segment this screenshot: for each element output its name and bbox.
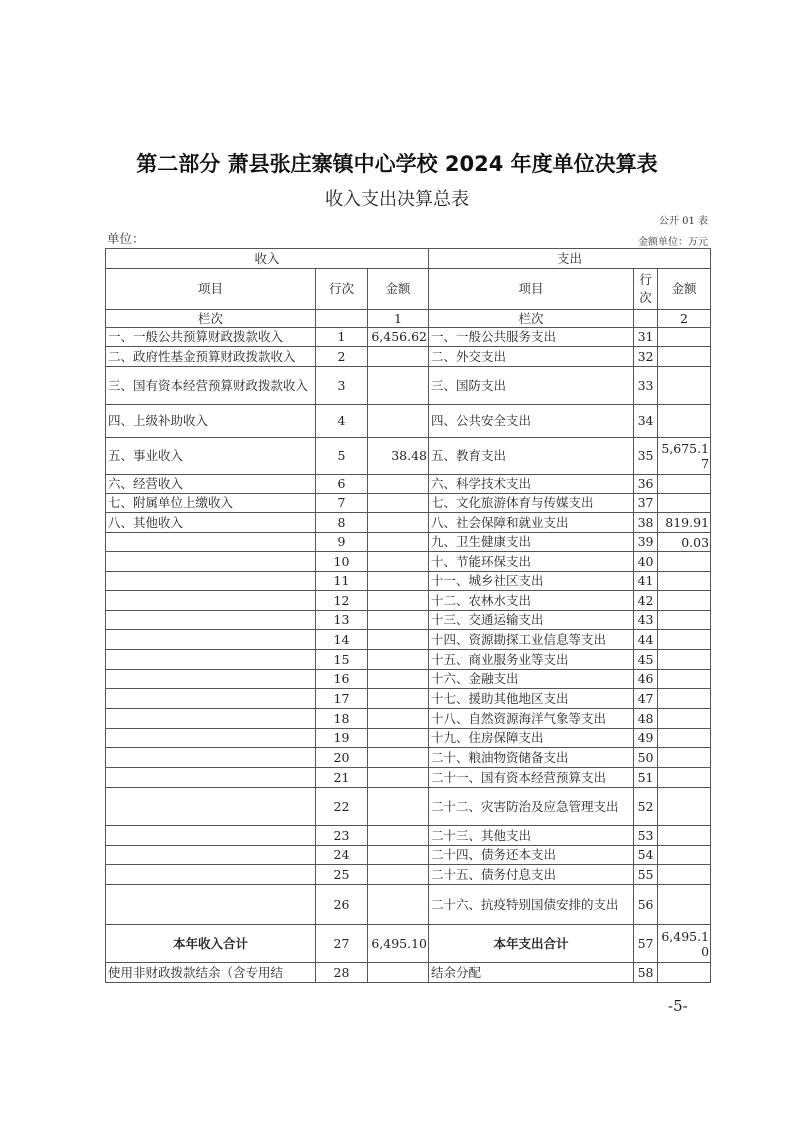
- table-row: [106, 347, 711, 367]
- expense-row-number: 45: [634, 650, 658, 670]
- income-item: 一、一般公共预算财政拨款收入: [106, 328, 316, 347]
- table-row: [106, 630, 711, 650]
- income-amount: [368, 405, 429, 438]
- expense-row-number: 33: [634, 367, 658, 405]
- income-amount: [368, 347, 429, 367]
- expense-amount: [658, 611, 711, 630]
- expense-item: 二十三、其他支出: [429, 826, 634, 846]
- income-amount: [368, 865, 429, 885]
- currency-unit-label: 金额单位：万元: [638, 237, 708, 248]
- income-item: [106, 826, 316, 846]
- income-row-number: 6: [316, 475, 368, 494]
- expense-item: 八、社会保障和就业支出: [429, 513, 634, 533]
- expense-row-number: 43: [634, 611, 658, 630]
- income-amount: [368, 885, 429, 925]
- expense-item: 四、公共安全支出: [429, 405, 634, 438]
- expense-amount: 819.91: [658, 513, 711, 533]
- income-index-label: 栏次: [106, 310, 316, 328]
- table-row: [106, 475, 711, 494]
- income-amount-header: 金额: [368, 269, 429, 310]
- expense-amount: [658, 865, 711, 885]
- expense-amount: [658, 367, 711, 405]
- expense-item: 一、一般公共服务支出: [429, 328, 634, 347]
- income-row-number: 2: [316, 347, 368, 367]
- expense-amount: 6,495.10: [658, 925, 711, 963]
- table-row: [106, 533, 711, 552]
- income-row-header: 行次: [316, 269, 368, 310]
- income-amount: [368, 572, 429, 591]
- income-item: [106, 650, 316, 670]
- income-row-number: 10: [316, 552, 368, 572]
- expense-item: 十九、住房保障支出: [429, 729, 634, 748]
- income-item: [106, 670, 316, 689]
- income-row-number: 16: [316, 670, 368, 689]
- expense-row-number: 46: [634, 670, 658, 689]
- table-row: [106, 689, 711, 709]
- income-index-empty: [316, 310, 368, 328]
- expense-row-number: 57: [634, 925, 658, 963]
- expense-amount: 5,675.17: [658, 438, 711, 475]
- expense-amount: [658, 768, 711, 788]
- income-row-number: 20: [316, 748, 368, 768]
- income-amount: [368, 552, 429, 572]
- unit-label: 单位：: [107, 231, 145, 246]
- table-row: [106, 367, 711, 405]
- income-item: 二、政府性基金预算财政拨款收入: [106, 347, 316, 367]
- income-row-number: 1: [316, 328, 368, 347]
- income-row-number: 27: [316, 925, 368, 963]
- expense-amount: [658, 846, 711, 865]
- expense-item: 六、科学技术支出: [429, 475, 634, 494]
- expense-amount: [658, 826, 711, 846]
- table-row: [106, 494, 711, 513]
- expense-amount: [658, 748, 711, 768]
- income-amount: [368, 729, 429, 748]
- income-item: [106, 611, 316, 630]
- expense-item: 二十五、债务付息支出: [429, 865, 634, 885]
- table-row: [106, 438, 711, 475]
- expense-item: 十八、自然资源海洋气象等支出: [429, 709, 634, 729]
- income-section-header: 收入: [106, 249, 429, 269]
- income-item: 六、经营收入: [106, 475, 316, 494]
- expense-row-number: 32: [634, 347, 658, 367]
- expense-row-number: 40: [634, 552, 658, 572]
- expense-amount: [658, 552, 711, 572]
- income-amount: [368, 788, 429, 826]
- expense-amount: [658, 650, 711, 670]
- income-row-number: 28: [316, 963, 368, 983]
- expense-row-number: 50: [634, 748, 658, 768]
- income-row-number: 5: [316, 438, 368, 475]
- income-row-number: 13: [316, 611, 368, 630]
- expense-item: 十七、援助其他地区支出: [429, 689, 634, 709]
- income-row-number: 7: [316, 494, 368, 513]
- expense-row-number: 42: [634, 591, 658, 611]
- expense-row-header: 行次: [634, 269, 658, 310]
- expense-item: 本年支出合计: [429, 925, 634, 963]
- column-header-row: [106, 269, 711, 310]
- income-item: [106, 572, 316, 591]
- income-amount: [368, 846, 429, 865]
- expense-amount: [658, 494, 711, 513]
- expense-item: 十二、农林水支出: [429, 591, 634, 611]
- table-row: [106, 885, 711, 925]
- expense-item: 十一、城乡社区支出: [429, 572, 634, 591]
- income-amount: [368, 591, 429, 611]
- income-item: [106, 846, 316, 865]
- page-number: -5-: [668, 997, 688, 1015]
- expense-item: 二十、粮油物资储备支出: [429, 748, 634, 768]
- expense-amount: [658, 475, 711, 494]
- expense-row-number: 53: [634, 826, 658, 846]
- expense-amount: [658, 689, 711, 709]
- income-amount: [368, 630, 429, 650]
- income-col-index: 1: [368, 310, 429, 328]
- income-item: [106, 748, 316, 768]
- expense-row-number: 31: [634, 328, 658, 347]
- table-row: [106, 650, 711, 670]
- expense-item: 十六、金融支出: [429, 670, 634, 689]
- expense-item: 十、节能环保支出: [429, 552, 634, 572]
- expense-item: 二十六、抗疫特别国债安排的支出: [429, 885, 634, 925]
- income-row-number: 22: [316, 788, 368, 826]
- expense-amount: [658, 963, 711, 983]
- section-header-row: [106, 249, 711, 269]
- expense-row-number: 36: [634, 475, 658, 494]
- expense-row-number: 44: [634, 630, 658, 650]
- income-item: 七、附属单位上缴收入: [106, 494, 316, 513]
- income-amount: [368, 475, 429, 494]
- income-item: 八、其他收入: [106, 513, 316, 533]
- income-row-number: 11: [316, 572, 368, 591]
- column-index-row: [106, 310, 711, 328]
- expense-row-number: 49: [634, 729, 658, 748]
- form-number: 公开 01 表: [658, 216, 708, 227]
- income-item: [106, 552, 316, 572]
- expense-item: 七、文化旅游体育与传媒支出: [429, 494, 634, 513]
- table-row: [106, 846, 711, 865]
- expense-item: 二十二、灾害防治及应急管理支出: [429, 788, 634, 826]
- income-item: [106, 709, 316, 729]
- table-row: [106, 865, 711, 885]
- income-amount: [368, 689, 429, 709]
- income-amount: [368, 709, 429, 729]
- expense-amount: [658, 347, 711, 367]
- expense-index-label: 栏次: [429, 310, 634, 328]
- expense-amount: [658, 885, 711, 925]
- expense-item: 五、教育支出: [429, 438, 634, 475]
- expense-item: 三、国防支出: [429, 367, 634, 405]
- expense-row-number: 51: [634, 768, 658, 788]
- income-item: 五、事业收入: [106, 438, 316, 475]
- expense-amount: [658, 328, 711, 347]
- expense-row-number: 39: [634, 533, 658, 552]
- table-row: [106, 591, 711, 611]
- expense-row-number: 52: [634, 788, 658, 826]
- income-amount: [368, 611, 429, 630]
- table-row: [106, 328, 711, 347]
- table-row: [106, 729, 711, 748]
- expense-row-number: 54: [634, 846, 658, 865]
- income-item-header: 项目: [106, 269, 316, 310]
- expense-row-number: 38: [634, 513, 658, 533]
- income-amount: [368, 513, 429, 533]
- table-row: [106, 405, 711, 438]
- income-amount: [368, 494, 429, 513]
- expense-amount-header: 金额: [658, 269, 711, 310]
- table-subtitle: 收入支出决算总表: [325, 189, 469, 210]
- table-row: [106, 709, 711, 729]
- income-amount: [368, 826, 429, 846]
- expense-amount: [658, 729, 711, 748]
- expense-row-number: 48: [634, 709, 658, 729]
- expense-amount: [658, 670, 711, 689]
- expense-row-number: 56: [634, 885, 658, 925]
- income-item: 本年收入合计: [106, 925, 316, 963]
- income-item: [106, 533, 316, 552]
- expense-item: 十四、资源勘探工业信息等支出: [429, 630, 634, 650]
- expense-item: 十三、交通运输支出: [429, 611, 634, 630]
- income-item: 三、国有资本经营预算财政拨款收入: [106, 367, 316, 405]
- expense-amount: 0.03: [658, 533, 711, 552]
- expense-amount: [658, 405, 711, 438]
- expense-item: 二十一、国有资本经营预算支出: [429, 768, 634, 788]
- income-amount: [368, 963, 429, 983]
- expense-item: 结余分配: [429, 963, 634, 983]
- expense-row-number: 35: [634, 438, 658, 475]
- expense-amount: [658, 788, 711, 826]
- income-item: [106, 865, 316, 885]
- expense-row-number: 34: [634, 405, 658, 438]
- income-item: [106, 729, 316, 748]
- expense-amount: [658, 630, 711, 650]
- income-expense-table: [105, 248, 711, 983]
- expense-item: 二十四、债务还本支出: [429, 846, 634, 865]
- income-amount: [368, 367, 429, 405]
- table-row: [106, 788, 711, 826]
- income-item: [106, 689, 316, 709]
- expense-amount: [658, 591, 711, 611]
- income-item: [106, 591, 316, 611]
- income-row-number: 26: [316, 885, 368, 925]
- income-amount: 38.48: [368, 438, 429, 475]
- income-row-number: 9: [316, 533, 368, 552]
- expense-item: 十五、商业服务业等支出: [429, 650, 634, 670]
- expense-row-number: 55: [634, 865, 658, 885]
- expense-amount: [658, 709, 711, 729]
- expense-index-empty: [634, 310, 658, 328]
- income-amount: [368, 533, 429, 552]
- income-item: 四、上级补助收入: [106, 405, 316, 438]
- table-row: [106, 963, 711, 983]
- expense-section-header: 支出: [429, 249, 711, 269]
- income-item: [106, 768, 316, 788]
- income-row-number: 8: [316, 513, 368, 533]
- expense-item-header: 项目: [429, 269, 634, 310]
- expense-item: 二、外交支出: [429, 347, 634, 367]
- table-row: [106, 748, 711, 768]
- table-row: [106, 513, 711, 533]
- expense-item: 九、卫生健康支出: [429, 533, 634, 552]
- table-row: [106, 768, 711, 788]
- table-row: [106, 611, 711, 630]
- table-row: [106, 670, 711, 689]
- income-item: [106, 630, 316, 650]
- income-item: 使用非财政拨款结余（含专用结: [106, 963, 316, 983]
- income-row-number: 12: [316, 591, 368, 611]
- table-row: [106, 552, 711, 572]
- income-amount: 6,495.10: [368, 925, 429, 963]
- income-row-number: 17: [316, 689, 368, 709]
- income-row-number: 4: [316, 405, 368, 438]
- total-row: [106, 925, 711, 963]
- income-row-number: 14: [316, 630, 368, 650]
- income-item: [106, 885, 316, 925]
- expense-amount: [658, 572, 711, 591]
- expense-col-index: 2: [658, 310, 711, 328]
- page-title: 第二部分 萧县张庄寨镇中心学校 2024 年度单位决算表: [136, 152, 658, 176]
- income-row-number: 19: [316, 729, 368, 748]
- income-amount: [368, 650, 429, 670]
- expense-row-number: 41: [634, 572, 658, 591]
- income-row-number: 23: [316, 826, 368, 846]
- income-row-number: 24: [316, 846, 368, 865]
- expense-row-number: 58: [634, 963, 658, 983]
- income-row-number: 3: [316, 367, 368, 405]
- income-row-number: 18: [316, 709, 368, 729]
- income-item: [106, 788, 316, 826]
- income-amount: 6,456.62: [368, 328, 429, 347]
- income-amount: [368, 748, 429, 768]
- income-row-number: 15: [316, 650, 368, 670]
- income-row-number: 21: [316, 768, 368, 788]
- table-row: [106, 826, 711, 846]
- table-row: [106, 572, 711, 591]
- income-amount: [368, 768, 429, 788]
- expense-row-number: 47: [634, 689, 658, 709]
- income-amount: [368, 670, 429, 689]
- expense-row-number: 37: [634, 494, 658, 513]
- income-row-number: 25: [316, 865, 368, 885]
